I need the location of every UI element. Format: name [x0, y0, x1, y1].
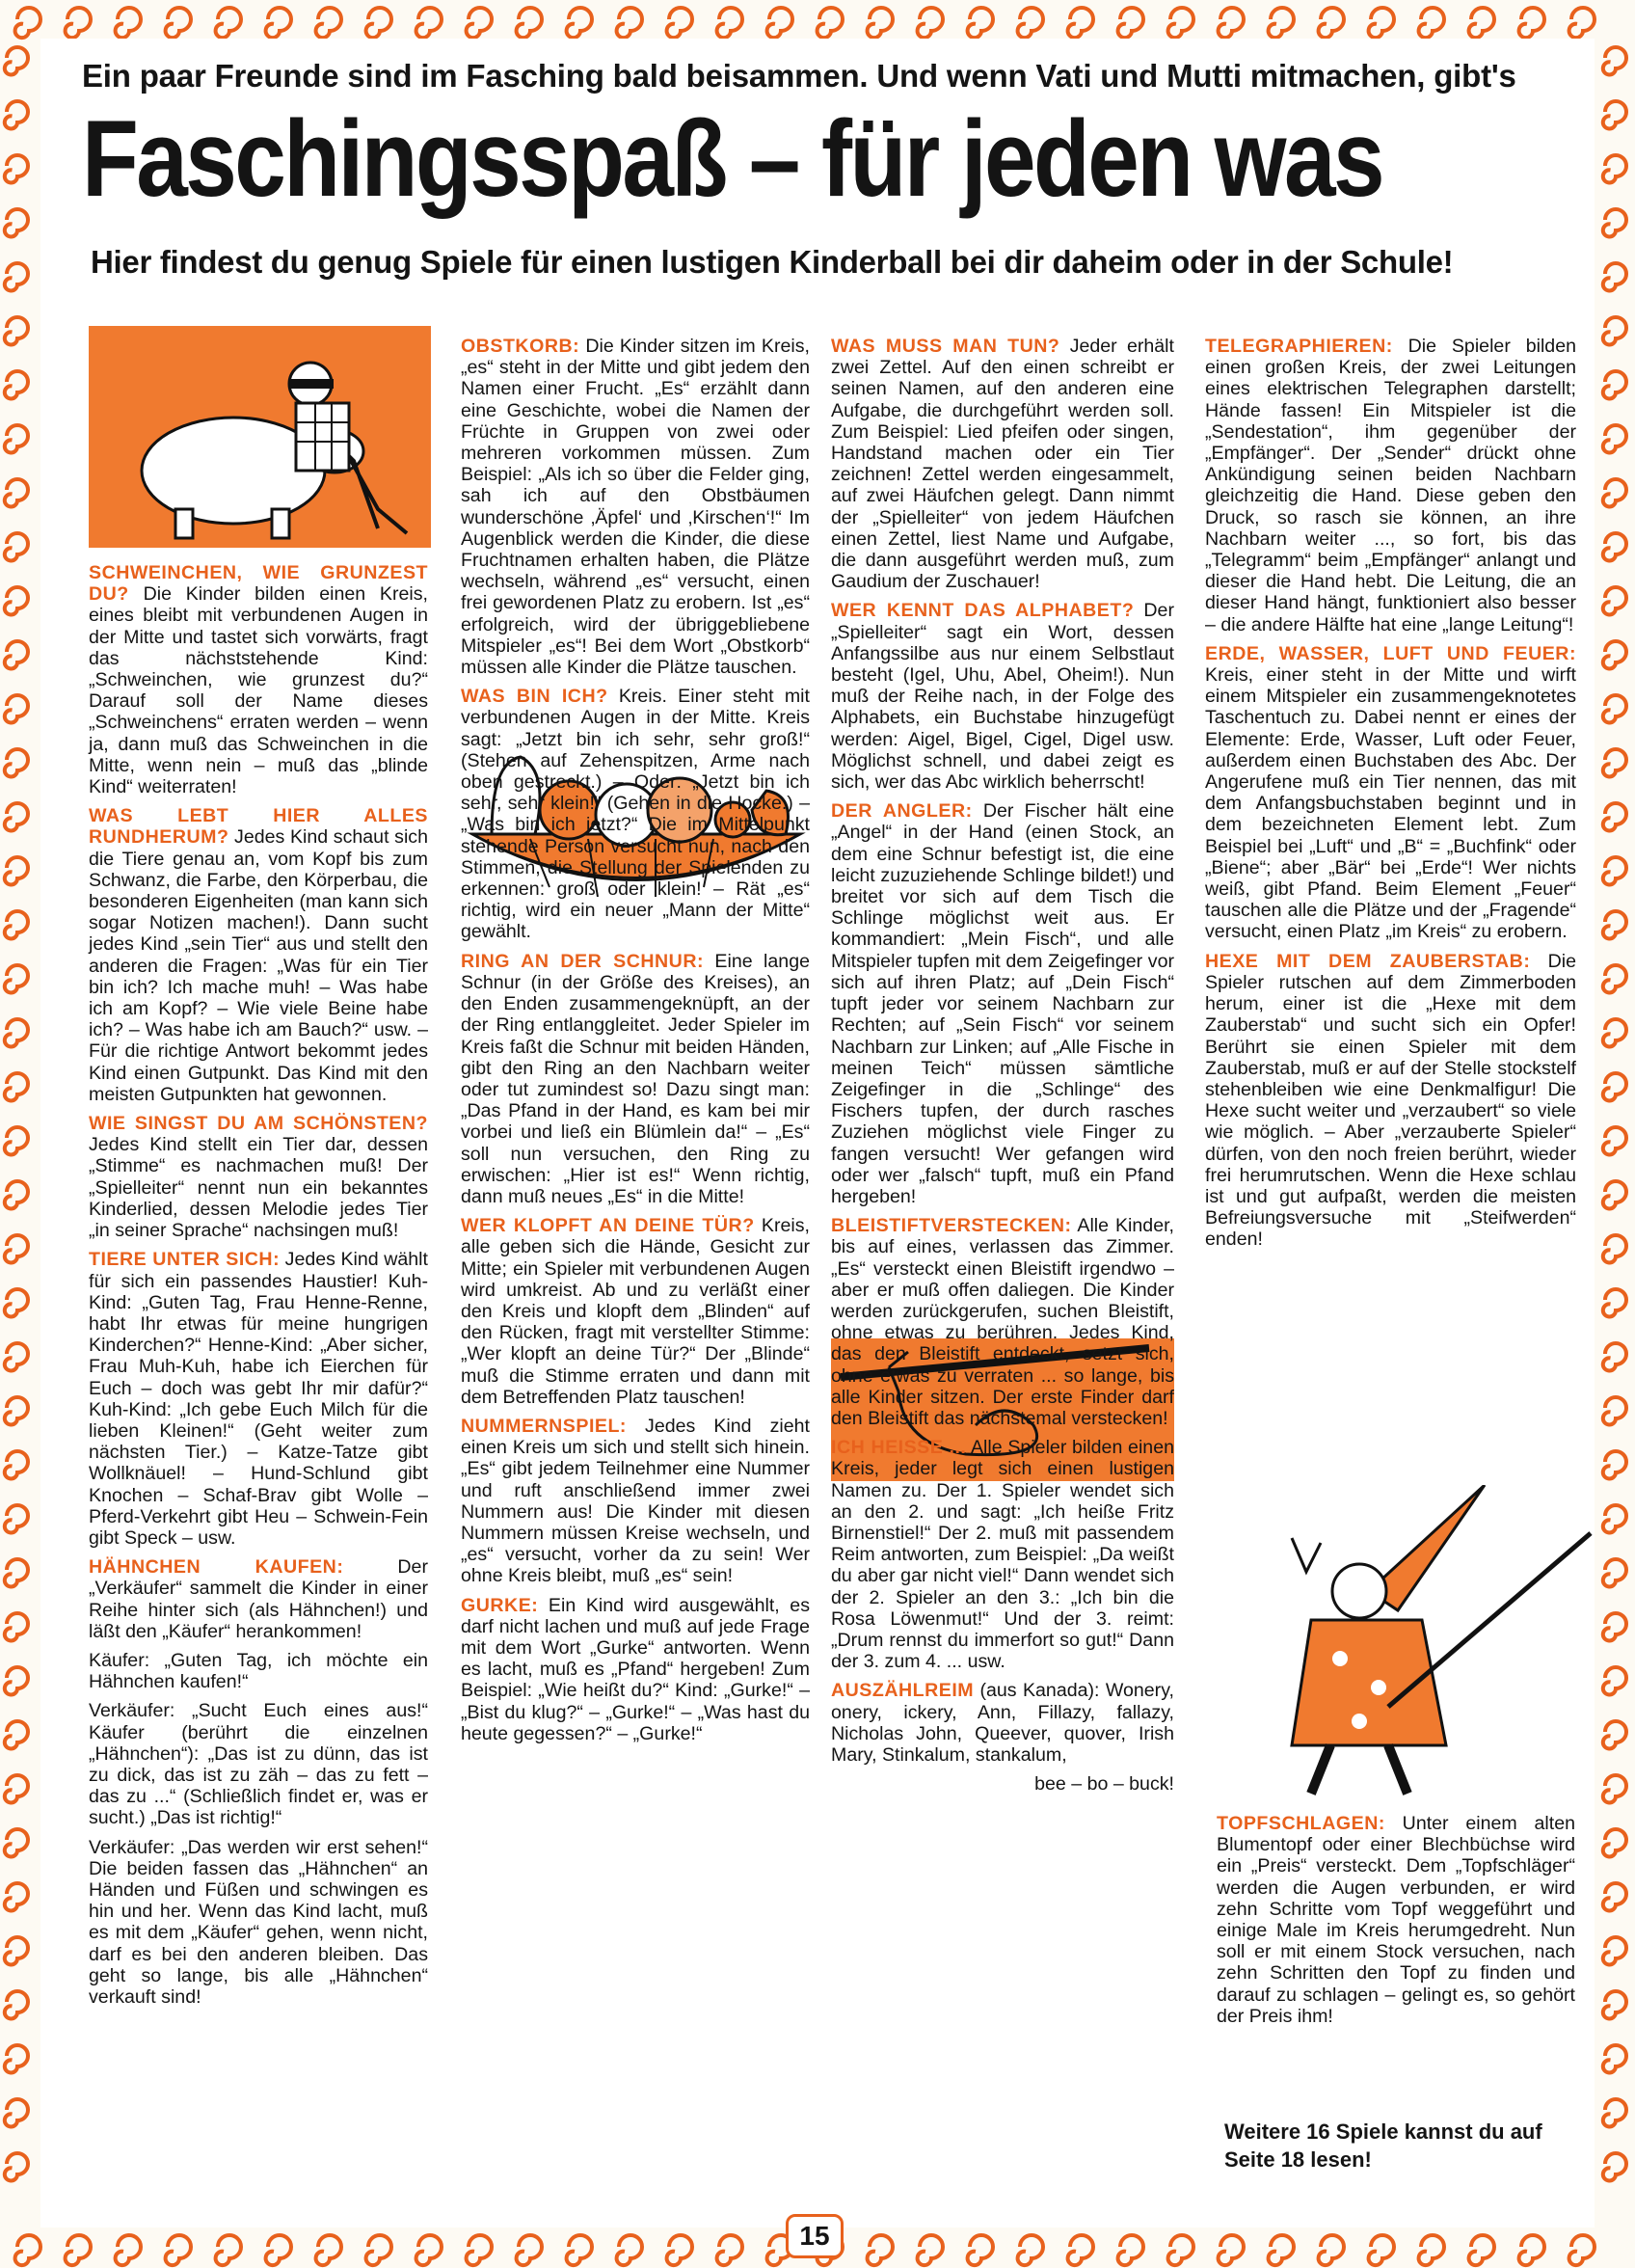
- game-text: Die Spieler bilden einen großen Kreis, der zwei Leitungen eines elektrischen Telegraphen darstellt; Hände fassen! Ein Mitspieler ist die „Sendestation“, ihm gegenüber der „Empfänger“. Der „Sender“ drückt ohne Ankündigung seinen beiden Nachbarn gleichzeitig die Hand. Diese geben den Druck, so rasch sie können, an ihre Nachbarn weiter ..., so fort, bis das „Telegramm“ beim „Empfänger“ anlangt und dieser die Hand hebt. Die Leitung, die an dieser Hand hängt, funktioniert also besser – die andere Hälfte hat eine „lange Leitung“!: [1205, 336, 1576, 635]
- game-text: Käufer: „Guten Tag, ich möchte ein Hähnchen kaufen!“: [89, 1649, 428, 1693]
- game-entry: [1205, 643, 1576, 943]
- game-entry: [89, 1837, 428, 2009]
- game-text: Jedes Kind schaut sich die Tiere genau an, vom Kopf bis zum Schwanz, die Farbe, den Körperbau, die besonderen Eigenheiten (man kann sich sogar Notizen machen!). Dann sucht jedes Kind „sein Tier“ aus und stellt den anderen die Fragen: „Was für ein Tier bin ich? Ich mache muh! – Was habe ich am Kopf? – Wie viele Beine habe ich? – Was habe ich am Bauch?“ usw. – Für die richtige Antwort bekommt jedes Kind einen Gutpunkt. Das Kind mit den meisten Gutpunkten hat gewonnen.: [89, 826, 428, 1105]
- game-text: Der „Spielleiter“ sagt ein Wort, dessen Anfangssilbe aus nur einem Selbstlaut besteht (Igel, Uhu, Abel, Oheim!). Nun muß der Reihe nach, in der Folge des Alphabets, ein Buchstabe hinzugefügt werden: Aigel, Bigel, Cigel, Digel usw. Möglichst schnell, und dabei zeigt es sich, wer das Abc wirklich beherrscht!: [831, 600, 1174, 794]
- game-text: Verkäufer: „Sucht Euch eines aus!“ Käufer (berührt die einzelnen „Hähnchen“): „Das ist zu dünn, das ist zu dick, das ist zu zäh – das zu fett – das zu ...“ (Schließlich findet er, was er sucht.) „Das ist richtig!“: [89, 1700, 428, 1829]
- game-entry: [831, 1773, 1174, 1795]
- game-text: (aus Kanada): Wonery, onery, ickery, Ann, Fillazy, fallazy, Nicholas John, Queever, quover, Irish Mary, Stinkalum, stankalum,: [831, 1680, 1174, 1766]
- game-text: Unter einem alten Blumentopf oder einer Blechbüchse wird ein „Preis“ versteckt. Dem „Topfschläger“ werden die Augen verbunden, er wird zehn Schritte vom Topf weggeführt und einige Male im Kreis herumgedreht. Nun soll er mit einem Stock versuchen, nach zehn Schritten den Topf zu finden und darauf zu schlagen – gelingt es, so gehört der Preis ihm!: [1217, 1813, 1576, 2027]
- game-heading: SCHWEINCHEN, WIE GRUNZEST DU?: [89, 562, 428, 606]
- game-entry: [89, 1113, 428, 1241]
- game-text: Der Fischer hält eine „Angel“ in der Hand (einen Stock, an dem eine Schnur befestigt ist, die eine leicht zuzuziehende Schlinge bildet!) und breitet vor sich auf dem Tisch die Schlinge möglichst weit aus. Er kommandiert: „Mein Fisch“, und alle Mitspieler tupfen mit dem Zeigefinger vor sich auf ihren Platz; auf „Dein Fisch“ tupft jeder vor seinem Nachbarn zur Rechten; auf „Sein Fisch“ vor seinem Nachbarn zur Linken; auf „Alle Fische in meinen Teich“ müssen sämtliche Zeigefinger in die „Schlinge“ des Fischers tupfen, der durch rasches Zuziehen möglichst viele Finger zu fangen versucht! Wer gefangen wird oder wer „falsch“ tupft, muß ein Pfand hergeben!: [831, 800, 1174, 1207]
- game-text: Jedes Kind wählt für sich ein passendes Haustier! Kuh-Kind: „Guten Tag, Frau Henne-Renne, habt Ihr etwas für meine hungrigen Kinderchen?“ Henne-Kind: „Aber sicher, Frau Muh-Kuh, habe ich Eierchen für Euch – doch was gebt Ihr mir dafür?“ Kuh-Kind: „Ich gebe Euch Milch für die lieben Kleinen!“ (Geht weiter zum nächsten Tier.) – Katze-Tatze gibt Wollknäuel! – Hund-Schlund gibt Knochen – Schaf-Brav gibt Wolle – Pferd-Verkehrt gibt Heu – Schwein-Fein gibt Speck – usw.: [89, 1249, 428, 1549]
- game-entry: [461, 1595, 810, 1744]
- game-heading: WER KLOPFT AN DEINE TÜR?: [461, 1215, 755, 1237]
- game-entry: [831, 1437, 1174, 1672]
- game-heading: DER ANGLER:: [831, 800, 973, 823]
- game-heading: RING AN DER SCHNUR:: [461, 950, 704, 972]
- column-4-lower: [1217, 1813, 1575, 2035]
- pig-illustration: [89, 326, 431, 548]
- game-entry: [831, 600, 1174, 793]
- game-text: Ein Kind wird ausgewählt, es darf nicht lachen und muß auf jede Frage mit dem Wort „Gurke“ antworten. Wenn es lacht, muß es „Pfand“ hergeben! Zum Beispiel: „Wie heißt du?“ Kind: „Gurke!“ – „Bist du klug?“ – „Gurke!“ – „Was hast du heute gegessen?“ – „Gurke!“: [461, 1594, 811, 1744]
- subtitle: Hier findest du genug Spiele für einen lustigen Kinderball bei dir daheim oder in der Schule!: [91, 244, 1454, 280]
- page-title: Faschingsspaß – für jeden was: [82, 98, 1383, 219]
- column-2: [461, 336, 810, 1752]
- kicker-line: Ein paar Freunde sind im Fasching bald beisammen. Und wenn Vati und Mutti mitmachen, gibt's: [82, 58, 1516, 94]
- game-entry: [1205, 951, 1576, 1251]
- game-text: Kreis, alle geben sich die Hände, Gesicht zur Mitte; ein Spieler mit verbundenen Augen wird umkreist. Ab und zu verläßt einer den Kreis und klopft dem „Blinden“ auf den Rücken, fragt mit verstellter Stimme: „Wer klopft an deine Tür?“ Der „Blinde“ muß die Stimme erraten und dann mit dem Betreffenden Platz tauschen!: [461, 1215, 810, 1408]
- game-entry: [831, 1215, 1174, 1429]
- game-text: Alle Spieler bilden einen Kreis, jeder legt sich einen lustigen Namen zu. Der 1. Spieler wendet sich an den 2. und sagt: „Ich heiße Fritz Birnenstiel!“ Der 2. muß mit passendem Reim antworten, zum Beispiel: „Da weißt du aber gar nicht viel!“ Dann wendet sich der 2. Spieler an den 3.: „Ich bin die Rosa Löwenmut!“ Und der 3. reimt: „Drum rennst du immerfort so gut!“ Dann der 3. zum 4. ... usw.: [831, 1437, 1174, 1673]
- game-heading: ICH HEISSE ...: [831, 1437, 967, 1459]
- game-entry: [89, 805, 428, 1105]
- game-entry: [461, 1416, 810, 1587]
- game-text: Jeder erhält zwei Zettel. Auf den einen schreibt er seinen Namen, auf den anderen eine Aufgabe, die durchgeführt werden soll. Zum Beispiel: Lied pfeifen oder singen, Handstand machen oder ein Tier zeichnen! Zettel werden eingesammelt, auf zwei Häufchen gelegt. Dann nimmt der „Spielleiter“ von jedem Häufchen einen Zettel, liest Name und Aufgabe, die dann ausgeführt werden muß, zum Gaudium der Zuschauer!: [831, 336, 1174, 593]
- column-1: [89, 562, 428, 2015]
- continuation-note: Weitere 16 Spiele kannst du auf Seite 18 lesen!: [1224, 2120, 1542, 2172]
- game-text: Die Kinder sitzen im Kreis, „es“ steht in der Mitte und gibt jedem den Namen einer Frucht. „Es“ erzählt dann eine Geschichte, wobei die Namen der Früchte in Gruppen von zwei oder mehreren vorkommen müssen. Zum Beispiel: „Als ich so über die Felder ging, sah ich auf den Obstbäumen wunderschöne ‚Äpfel‘ und ‚Kirschen‘!“ Im Augenblick werden die Kinder, die diese Fruchtnamen erhalten haben, die Plätze wechseln, während „es“ versucht, einen frei gewordenen Platz zu erobern. Ist „es“ erfolgreich, wird der übriggebliebene Mitspieler „es“! Bei dem Wort „Obstkorb“ müssen alle Kinder die Plätze tauschen.: [461, 336, 810, 679]
- game-entry: [461, 1215, 810, 1408]
- witch-illustration: [1253, 1485, 1600, 1803]
- game-text: Jedes Kind zieht einen Kreis um sich und stellt sich hinein. „Es“ gibt jedem Teilnehmer eine Nummer und ruft anschließend immer zwei Nummern aus! Die Kinder mit diesen Nummern müssen Kreise wechseln, und „es“ versucht, vorher da zu sein! Wer ohne Kreis bleibt, muß „es“ sein!: [461, 1415, 810, 1587]
- game-entry: [461, 336, 810, 678]
- game-entry: [461, 951, 810, 1207]
- game-heading: OBSTKORB:: [461, 336, 580, 357]
- game-text: Verkäufer: „Das werden wir erst sehen!“ Die beiden fassen das „Hähnchen“ an Händen und Füßen und schwingen es hin und her. Wenn das Kind lacht, muß es mit dem „Käufer“ gehen, wenn nicht, darf es bei den anderen bleiben. Das geht so lange, bis alle „Hähnchen“ verkauft sind!: [89, 1836, 428, 2008]
- game-heading: HEXE MIT DEM ZAUBERSTAB:: [1205, 950, 1531, 972]
- game-heading: WER KENNT DAS ALPHABET?: [831, 600, 1135, 622]
- game-heading: GURKE:: [461, 1594, 539, 1616]
- game-heading: ERDE, WASSER, LUFT UND FEUER:: [1205, 642, 1576, 664]
- game-entry: [89, 1249, 428, 1549]
- game-text: Die Kinder bilden einen Kreis, eines bleibt mit verbundenen Augen in der Mitte und tastet sich vorwärts, fragt das nächststehende Kind: „Schweinchen, wie grunzest du?“ Darauf soll der Name dieses „Schweinchens“ erraten werden – wenn ja, dann muß das Schweinchen in die Mitte, wenn nein – muß das „blinde Kind“ weiterraten!: [89, 583, 428, 798]
- game-heading: TOPFSCHLAGEN:: [1217, 1813, 1385, 1834]
- game-heading: NUMMERNSPIEL:: [461, 1415, 627, 1437]
- game-heading: WAS LEBT HIER ALLES RUNDHERUM?: [89, 805, 428, 849]
- game-entry: [831, 336, 1174, 592]
- game-text: Kreis. Einer steht mit verbundenen Augen in der Mitte. Kreis sagt: „Jetzt bin ich sehr, sehr groß!“ (Stehen auf Zehenspitzen, Arme nach oben gestreckt.) – Oder: „Jetzt bin ich sehr, sehr klein!“ (Gehen in die Hocke.) – „Was bin ich jetzt?“ Die im Mittelpunkt stehende Person versucht nun, nach den Stimmen, die Stellung der Spielenden zu erkennen: groß oder klein! – Rät „es“ richtig, wird ein neuer „Mann der Mitte“ gewählt.: [461, 686, 810, 943]
- game-text: Die Spieler rutschen auf dem Zimmerboden herum, einer ist die „Hexe mit dem Zauberstab“ und sucht sich ein Opfer! Berührt sie einen Spieler mit dem Zauberstab, muß er auf der Stelle stockstelf stehenbleiben wie eine Denkmalfigur! Die Hexe sucht weiter und „verzaubert“ so viele wie möglich. – Aber „verzauberte Spieler“ dürfen, von den noch freien berührt, wieder frei herumrutschen. Wenn die Hexe schlau ist und gut aufpaßt, werden die meisten Befreiungsversuche mit „Steifwerden“ enden!: [1205, 950, 1576, 1251]
- game-text: Der „Verkäufer“ sammelt die Kinder in einer Reihe hinter sich (als Hähnchen!) und läßt den „Käufer“ herankommen!: [89, 1556, 428, 1642]
- game-text: bee – bo – buck!: [1034, 1773, 1174, 1796]
- game-entry: [831, 800, 1174, 1207]
- game-text: Alle Kinder, bis auf eines, verlassen das Zimmer. „Es“ versteckt einen Bleistift irgendwo – aber er muß offen daliegen. Die Kinder werden zurückgerufen, suchen Bleistift, ohne etwas zu berühren. Jedes Kind, das den Bleistift entdeckt, setzt sich, ohne etwas zu verraten ... so lange, bis alle Kinder sitzen. Der erste Finder darf den Bleistift das nächstemal verstecken!: [831, 1215, 1174, 1429]
- game-entry: [89, 1556, 428, 1642]
- game-heading: BLEISTIFTVERSTECKEN:: [831, 1215, 1072, 1237]
- game-heading: WAS BIN ICH?: [461, 686, 608, 708]
- column-4: [1205, 336, 1576, 1258]
- game-entry: [89, 1700, 428, 1828]
- column-3: [831, 336, 1174, 1802]
- game-entry: [89, 562, 428, 797]
- game-heading: WIE SINGST DU AM SCHÖNSTEN?: [89, 1113, 428, 1135]
- game-heading: TIERE UNTER SICH:: [89, 1249, 281, 1271]
- game-heading: AUSZÄHLREIM: [831, 1680, 975, 1702]
- game-entry: [89, 1650, 428, 1692]
- game-heading: HÄHNCHEN KAUFEN:: [89, 1556, 344, 1579]
- game-heading: WAS MUSS MAN TUN?: [831, 336, 1060, 357]
- game-heading: TELEGRAPHIEREN:: [1205, 336, 1393, 357]
- page-number: 15: [786, 2214, 844, 2258]
- game-text: Jedes Kind stellt ein Tier dar, dessen „Stimme“ es nachmachen muß! Der „Spielleiter“ nennt nun ein bekanntes Kinderlied, dessen Melodie jedes Tier „in seiner Sprache“ nachsingen muß!: [89, 1134, 428, 1242]
- game-entry: [461, 686, 810, 942]
- game-entry: [1205, 336, 1576, 635]
- game-entry: [1217, 1813, 1575, 2027]
- game-entry: [831, 1680, 1174, 1766]
- game-text: Kreis, einer steht in der Mitte und wirft einem Mitspieler ein zusammengeknotetes Taschentuch zu. Dabei nennt er eines der Elemente: Erde, Wasser, Luft oder Feuer, außerdem einen Buchstaben des Abc. Der Angerufene muß ein Tier nennen, das mit dem Anfangsbuchstaben beginnt und in dem bezeichneten Element lebt. Zum Beispiel bei „Luft“ und „B“ = „Buchfink“ oder „Biene“; aber „Bär“ bei „Erde“! Wer nichts weiß, gibt Pfand. Beim Element „Feuer“ tauschen alle die Plätze und der „Fragende“ versucht, einen Platz „im Kreis“ zu erobern.: [1205, 664, 1576, 943]
- game-text: Eine lange Schnur (in der Größe des Kreises), an den Enden zusammengeknüpft, an der der Ring entlanggleitet. Jeder Spieler im Kreis faßt die Schnur mit beiden Händen, gibt den Ring an den Nachbarn weiter oder tut zumindest so! Dazu singt man: „Das Pfand in der Hand, es kam bei mir vorbei und ließ ein Blümlein da!“ – „Es“ soll nun versuchen, den Ring zu erwischen: „Hier ist es!“ Wenn richtig, dann muß neues „Es“ in die Mitte!: [461, 950, 810, 1207]
